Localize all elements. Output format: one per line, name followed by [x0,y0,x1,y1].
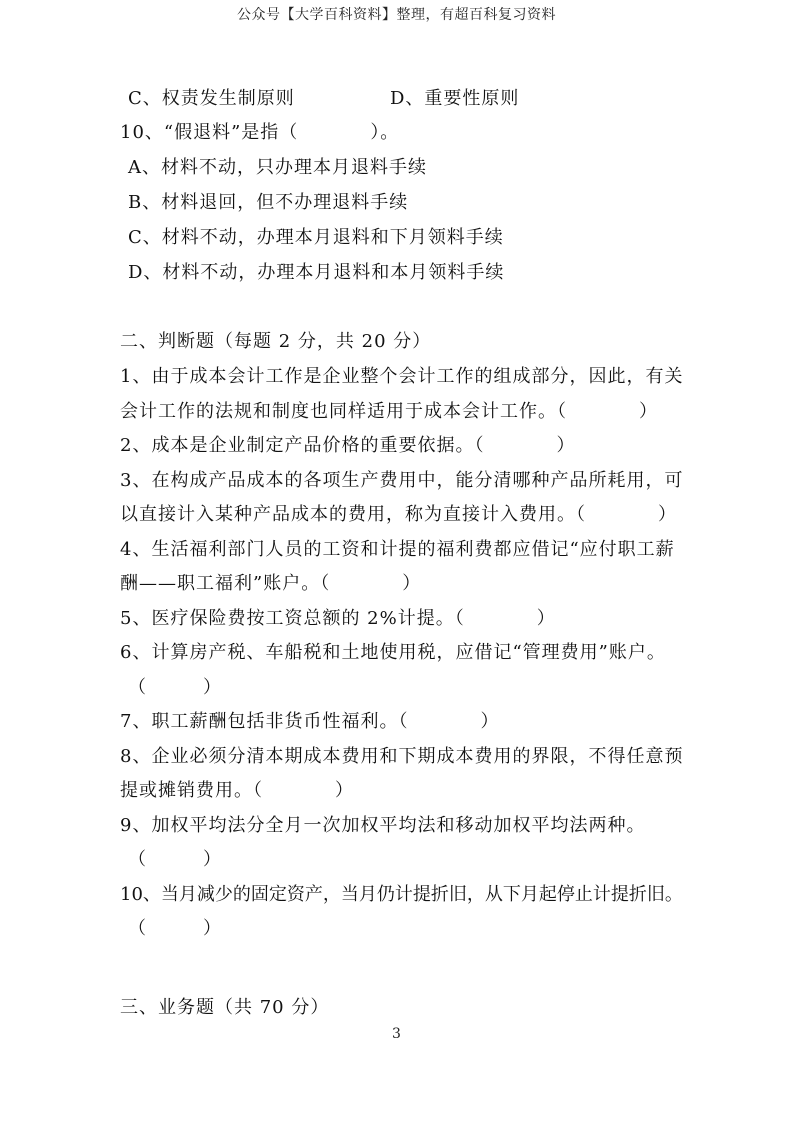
q10-stem-text: 10、“假退料”是指（ [120,122,299,143]
line-text: 提或摊销费用。（ [120,780,263,801]
close-paren: ） [203,849,222,870]
tf-q5 [120,604,556,630]
page-number: 3 [392,1026,401,1042]
line-text: （ [128,849,147,870]
close-paren: ） [658,504,677,525]
tf-q4-line1: 4、生活福利部门人员的工资和计提的福利费都应借记“应付职工薪 [120,539,675,560]
q10-option-a: A、材料不动，只办理本月退料手续 [128,157,427,178]
line-text: 会计工作的法规和制度也同样适用于成本会计工作。（ [120,401,567,422]
option-d: D、重要性原则 [390,88,520,109]
tf-q7 [120,707,499,733]
section-2-title: 二、判断题（每题 2 分，共 20 分） [120,331,432,352]
page-header: 公众号【大学百科资料】整理，有超百科复习资料 [237,7,556,23]
close-paren: ） [203,677,222,698]
tf-q1-line2 [120,397,658,423]
close-paren: ） [402,573,422,594]
tf-q8-line1: 8、企业必须分清本期成本费用和下期成本费用的界限，不得任意预 [120,746,684,767]
tf-q3-line1: 3、在构成产品成本的各项生产费用中，能分清哪种产品所耗用，可 [120,470,684,491]
q10-stem-end: ）。 [370,122,400,143]
tf-q9-line2 [128,845,222,871]
tf-q6-line2 [128,673,222,699]
tf-q1-line1: 1、由于成本会计工作是企业整个会计工作的组成部分，因此，有关 [120,366,684,387]
q10-option-d: D、材料不动，办理本月退料和本月领料手续 [128,262,505,283]
tf-q10-line1: 10、当月减少的固定资产，当月仍计提折旧，从下月起停止计提折旧。 [120,884,683,905]
tf-q10-line2 [128,914,222,940]
tf-q3-line2 [120,500,677,526]
close-paren: ） [639,401,658,422]
q10-stem [120,118,399,144]
close-paren: ） [480,711,500,732]
line-text: 5、医疗保险费按工资总额的 2%计提。（ [120,608,465,629]
line-text: 7、职工薪酬包括非货币性福利。（ [120,711,409,732]
close-paren: ） [203,918,222,939]
tf-q2 [120,431,575,457]
line-text: （ [128,677,147,698]
option-c: C、权责发生制原则 [128,88,295,109]
tf-q8-line2 [120,776,354,802]
close-paren: ） [335,780,354,801]
line-text: 以直接计入某种产品成本的费用，称为直接计入费用。（ [120,504,586,525]
tf-q6-line1: 6、计算房产税、车船税和土地使用税，应借记“管理费用”账户。 [120,642,666,663]
q10-option-c: C、材料不动，办理本月退料和下月领料手续 [128,227,504,248]
close-paren: ） [536,608,556,629]
q10-option-b: B、材料退回，但不办理退料手续 [128,192,409,213]
line-text: （ [128,918,147,939]
tf-q9-line1: 9、加权平均法分全月一次加权平均法和移动加权平均法两种。 [120,815,646,836]
tf-q4-line2 [120,569,421,595]
line-text: 酬——职工福利”账户。（ [120,573,331,594]
close-paren: ） [556,435,576,456]
section-3-title: 三、业务题（共 70 分） [120,997,330,1018]
line-text: 2、成本是企业制定产品价格的重要依据。（ [120,435,485,456]
